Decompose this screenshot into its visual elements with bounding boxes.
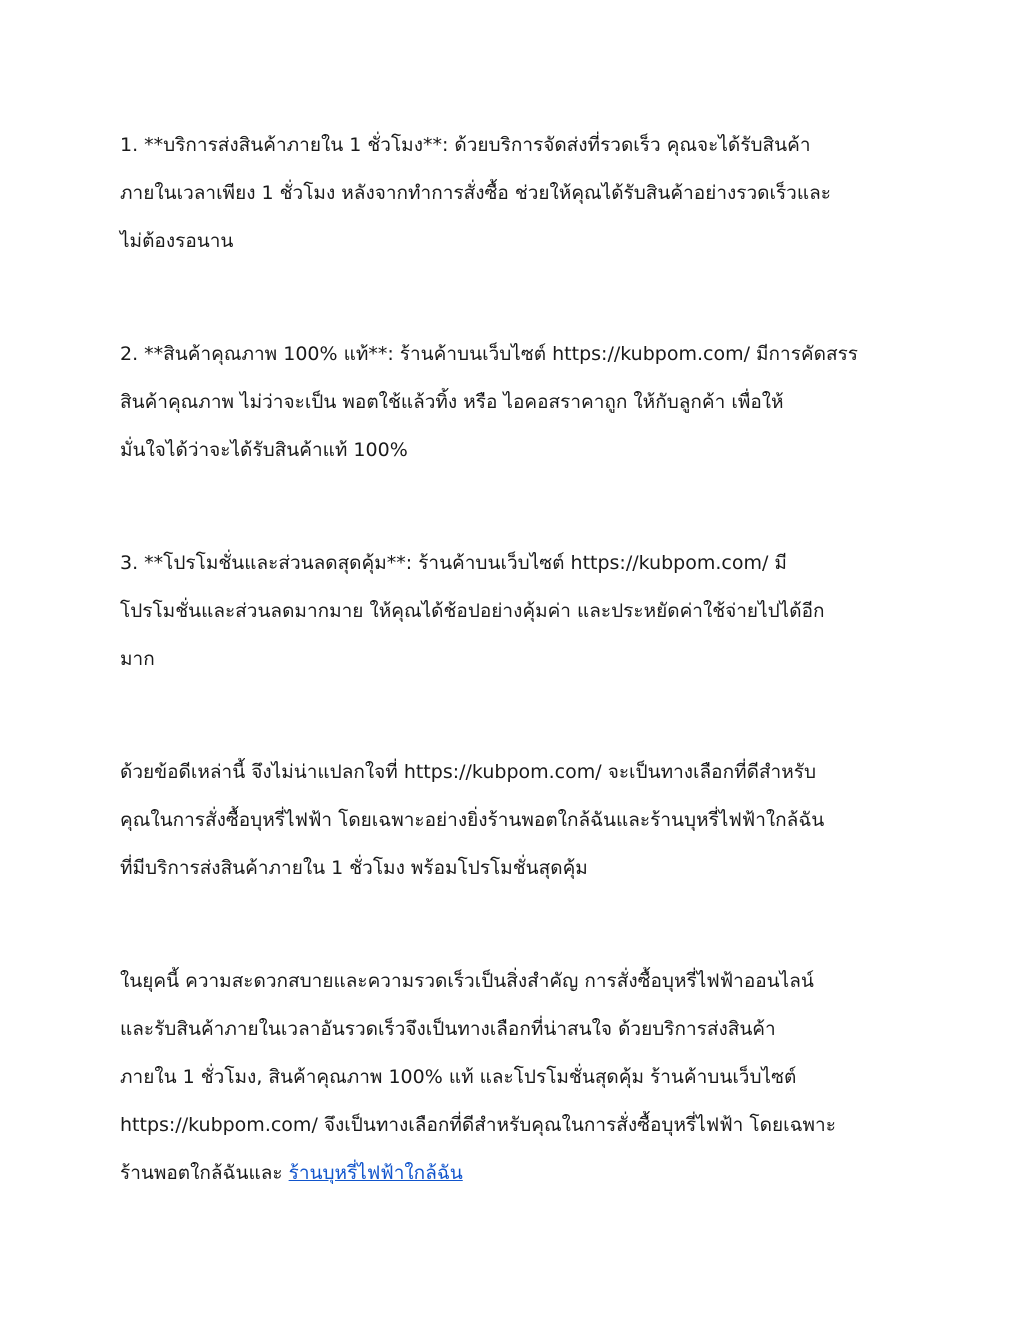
- text-line: ภายใน 1 ชั่วโมง, สินค้าคุณภาพ 100% แท้ และโปรโมชั่นสุดคุ้ม ร้านค้าบนเว็บไซต์: [120, 1066, 797, 1088]
- text-line: คุณในการสั่งซื้อบุหรี่ไฟฟ้า โดยเฉพาะอย่างยิ่งร้านพอตใกล้ฉันและร้านบุหรี่ไฟฟ้าใกล้ฉัน: [120, 809, 825, 831]
- link-prefix-text: ร้านพอตใกล้ฉันและ: [120, 1162, 289, 1184]
- text-line: ในยุคนี้ ความสะดวกสบายและความรวดเร็วเป็นสิ่งสำคัญ การสั่งซื้อบุหรี่ไฟฟ้าออนไลน์: [120, 970, 814, 992]
- paragraph-conclusion: [120, 957, 910, 1197]
- text-line: 3. **โปรโมชั่นและส่วนลดสุดคุ้ม**: ร้านค้าบนเว็บไซต์ https://kubpom.com/ มี: [120, 552, 787, 574]
- paragraph-delivery: [120, 121, 910, 265]
- paragraph-promotion: [120, 539, 910, 683]
- text-line: ไม่ต้องรอนาน: [120, 230, 234, 252]
- text-line: 1. **บริการส่งสินค้าภายใน 1 ชั่วโมง**: ด้วยบริการจัดส่งที่รวดเร็ว คุณจะได้รับสินค้า: [120, 134, 811, 156]
- text-line: และรับสินค้าภายในเวลาอันรวดเร็วจึงเป็นทางเลือกที่น่าสนใจ ด้วยบริการส่งสินค้า: [120, 1018, 776, 1040]
- text-line: ที่มีบริการส่งสินค้าภายใน 1 ชั่วโมง พร้อมโปรโมชั่นสุดคุ้ม: [120, 857, 588, 879]
- paragraph-quality: [120, 330, 910, 474]
- text-line: สินค้าคุณภาพ ไม่ว่าจะเป็น พอตใช้แล้วทิ้ง หรือ ไอคอสราคาถูก ให้กับลูกค้า เพื่อให้: [120, 391, 784, 413]
- vape-shop-near-me-link[interactable]: ร้านบุหรี่ไฟฟ้าใกล้ฉัน: [288, 1162, 463, 1184]
- text-line: https://kubpom.com/ จึงเป็นทางเลือกที่ดีสำหรับคุณในการสั่งซื้อบุหรี่ไฟฟ้า โดยเฉพาะ: [120, 1114, 836, 1136]
- paragraph-advantages: [120, 748, 910, 892]
- text-line: 2. **สินค้าคุณภาพ 100% แท้**: ร้านค้าบนเว็บไซต์ https://kubpom.com/ มีการคัดสรร: [120, 343, 858, 365]
- text-line: มั่นใจได้ว่าจะได้รับสินค้าแท้ 100%: [120, 439, 408, 461]
- text-line: มาก: [120, 648, 155, 670]
- text-line-with-link: [120, 1149, 910, 1197]
- text-line: โปรโมชั่นและส่วนลดมากมาย ให้คุณได้ช้อปอย่างคุ้มค่า และประหยัดค่าใช้จ่ายไปได้อีก: [120, 600, 825, 622]
- text-line: ด้วยข้อดีเหล่านี้ จึงไม่น่าแปลกใจที่ https://kubpom.com/ จะเป็นทางเลือกที่ดีสำหรับ: [120, 761, 817, 783]
- text-line: ภายในเวลาเพียง 1 ชั่วโมง หลังจากทำการสั่งซื้อ ช่วยให้คุณได้รับสินค้าอย่างรวดเร็วและ: [120, 182, 831, 204]
- document-body: [120, 121, 910, 1262]
